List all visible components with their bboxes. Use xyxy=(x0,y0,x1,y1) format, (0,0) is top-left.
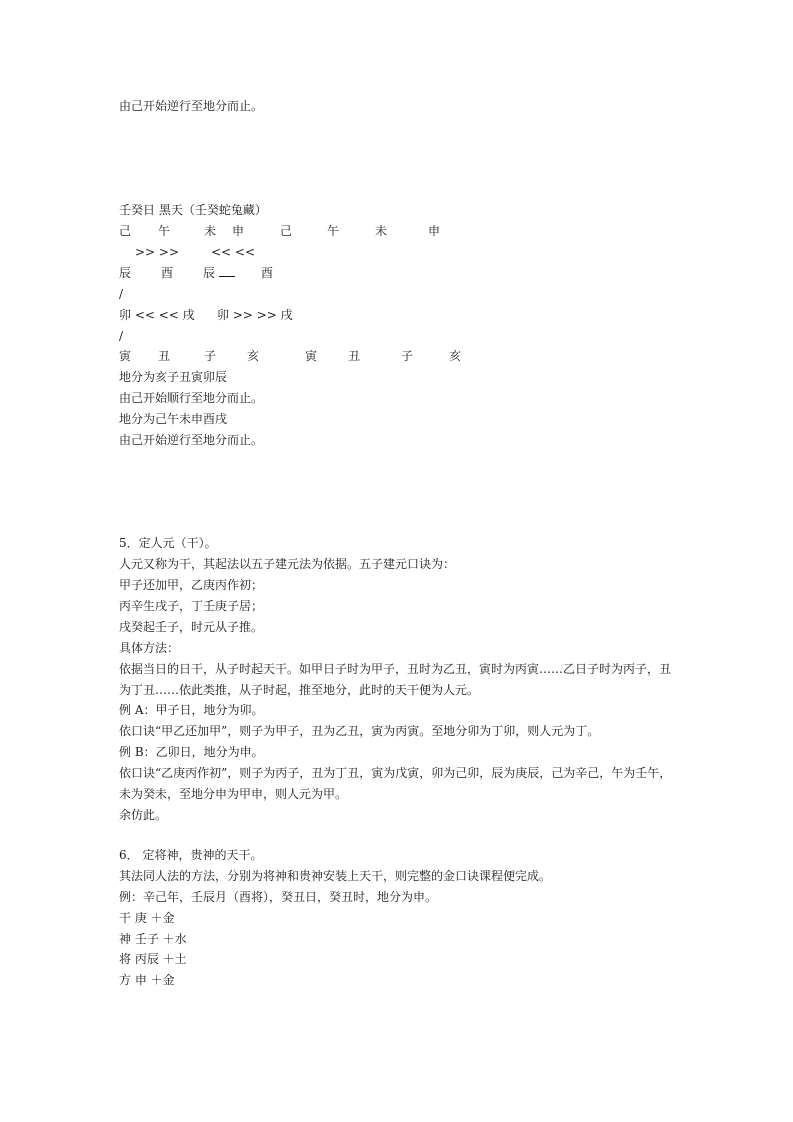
intro-line: 由己开始逆行至地分而止。 xyxy=(119,99,264,113)
paragraph-line: 例 B：乙卯日，地分为申。 xyxy=(119,745,264,759)
branch-cell: 酉 xyxy=(161,266,174,280)
branch-cell: 子 xyxy=(401,349,414,363)
branch-cell: 申 xyxy=(428,224,441,238)
section-6-heading: 6． 定将神，贵神的天干。 xyxy=(119,848,263,862)
branch-cell: 丑 xyxy=(158,349,171,363)
branch-cell: 己 xyxy=(119,224,132,238)
branch-cell: 午 xyxy=(158,224,171,238)
paragraph-line: 依口诀“甲乙还加甲”，则子为甲子，丑为乙丑，寅为丙寅。至地分卯为丁卯，则人元为丁。 xyxy=(119,724,600,738)
arrow-cell: 卯 << << 戌 xyxy=(119,308,195,322)
section-5-heading: 5．定人元（干）。 xyxy=(119,536,217,550)
branch-cell: 申 xyxy=(232,224,245,238)
branch-cell: 辰 xyxy=(203,266,216,280)
paragraph-line: 依据当日的日干，从子时起天干。如甲日子时为甲子，丑时为乙丑，寅时为丙寅……乙日子时为丙子，丑 xyxy=(119,662,672,676)
arrow-cell: 卯 >> >> 戌 xyxy=(217,308,293,322)
paragraph-line: 人元又称为干，其起法以五子建元法为依据。五子建元口诀为： xyxy=(119,557,456,571)
branch-cell: 亥 xyxy=(247,349,260,363)
branch-cell: 丑 xyxy=(348,349,361,363)
branch-cell: 寅 xyxy=(305,349,318,363)
diagram-title: 壬癸日 黑天（壬癸蛇兔藏） xyxy=(119,203,267,217)
diagram-note: 由己开始顺行至地分而止。 xyxy=(119,391,264,405)
branch-cell: 午 xyxy=(327,224,340,238)
arrow-cell: >> >> xyxy=(135,245,180,259)
branch-cell: 未 xyxy=(375,224,388,238)
paragraph-line: 戌癸起壬子，时元从子推。 xyxy=(119,620,264,634)
paragraph-line: 依口诀“乙庚丙作初”，则子为丙子，丑为丁丑，寅为戊寅，卯为己卯，辰为庚辰，己为辛己，午为壬午， xyxy=(119,766,672,780)
paragraph-line: 丙辛生戌子，丁壬庚子居； xyxy=(119,599,264,613)
branch-cell: 寅 xyxy=(119,349,132,363)
branch-cell: 己 xyxy=(280,224,293,238)
branch-cell: 酉 xyxy=(261,266,274,280)
paragraph-line: 甲子还加甲，乙庚丙作初； xyxy=(119,578,264,592)
paragraph-line: 为丁丑……依此类推，从子时起，推至地分，此时的天干便为人元。 xyxy=(119,683,480,697)
paragraph-line: 例 A：甲子日，地分为卯。 xyxy=(119,703,264,717)
stem-row: 将 丙辰 ＋土 xyxy=(119,952,187,966)
paragraph-line: 例：辛己年，壬辰月（酉将），癸丑日，癸丑时，地分为申。 xyxy=(119,890,438,904)
paragraph-line: 具体方法： xyxy=(119,641,180,655)
diagram-slash-2: / xyxy=(119,329,124,343)
branch-cell: 未 xyxy=(204,224,217,238)
diagram-note: 地分为亥子丑寅卯辰 xyxy=(119,370,228,384)
paragraph-line: 其法同人法的方法，分别为将神和贵神安装上天干，则完整的金口诀课程便完成。 xyxy=(119,869,552,883)
stem-row: 干 庚 ＋金 xyxy=(119,911,175,925)
branch-cell: 亥 xyxy=(449,349,462,363)
paragraph-line: 未为癸未，至地分申为甲申，则人元为甲。 xyxy=(119,787,348,801)
stem-row: 方 申 ＋金 xyxy=(119,973,175,987)
arrow-cell: << << xyxy=(211,245,256,259)
stem-row: 神 壬子 ＋水 xyxy=(119,932,187,946)
branch-cell: 子 xyxy=(204,349,217,363)
blank-underline xyxy=(219,265,235,281)
diagram-note: 由己开始逆行至地分而止。 xyxy=(119,433,264,447)
diagram-note: 地分为己午未申酉戌 xyxy=(119,412,228,426)
diagram-slash-1: / xyxy=(119,287,124,301)
branch-cell: 辰 xyxy=(119,266,132,280)
paragraph-line: 余仿此。 xyxy=(119,808,168,822)
